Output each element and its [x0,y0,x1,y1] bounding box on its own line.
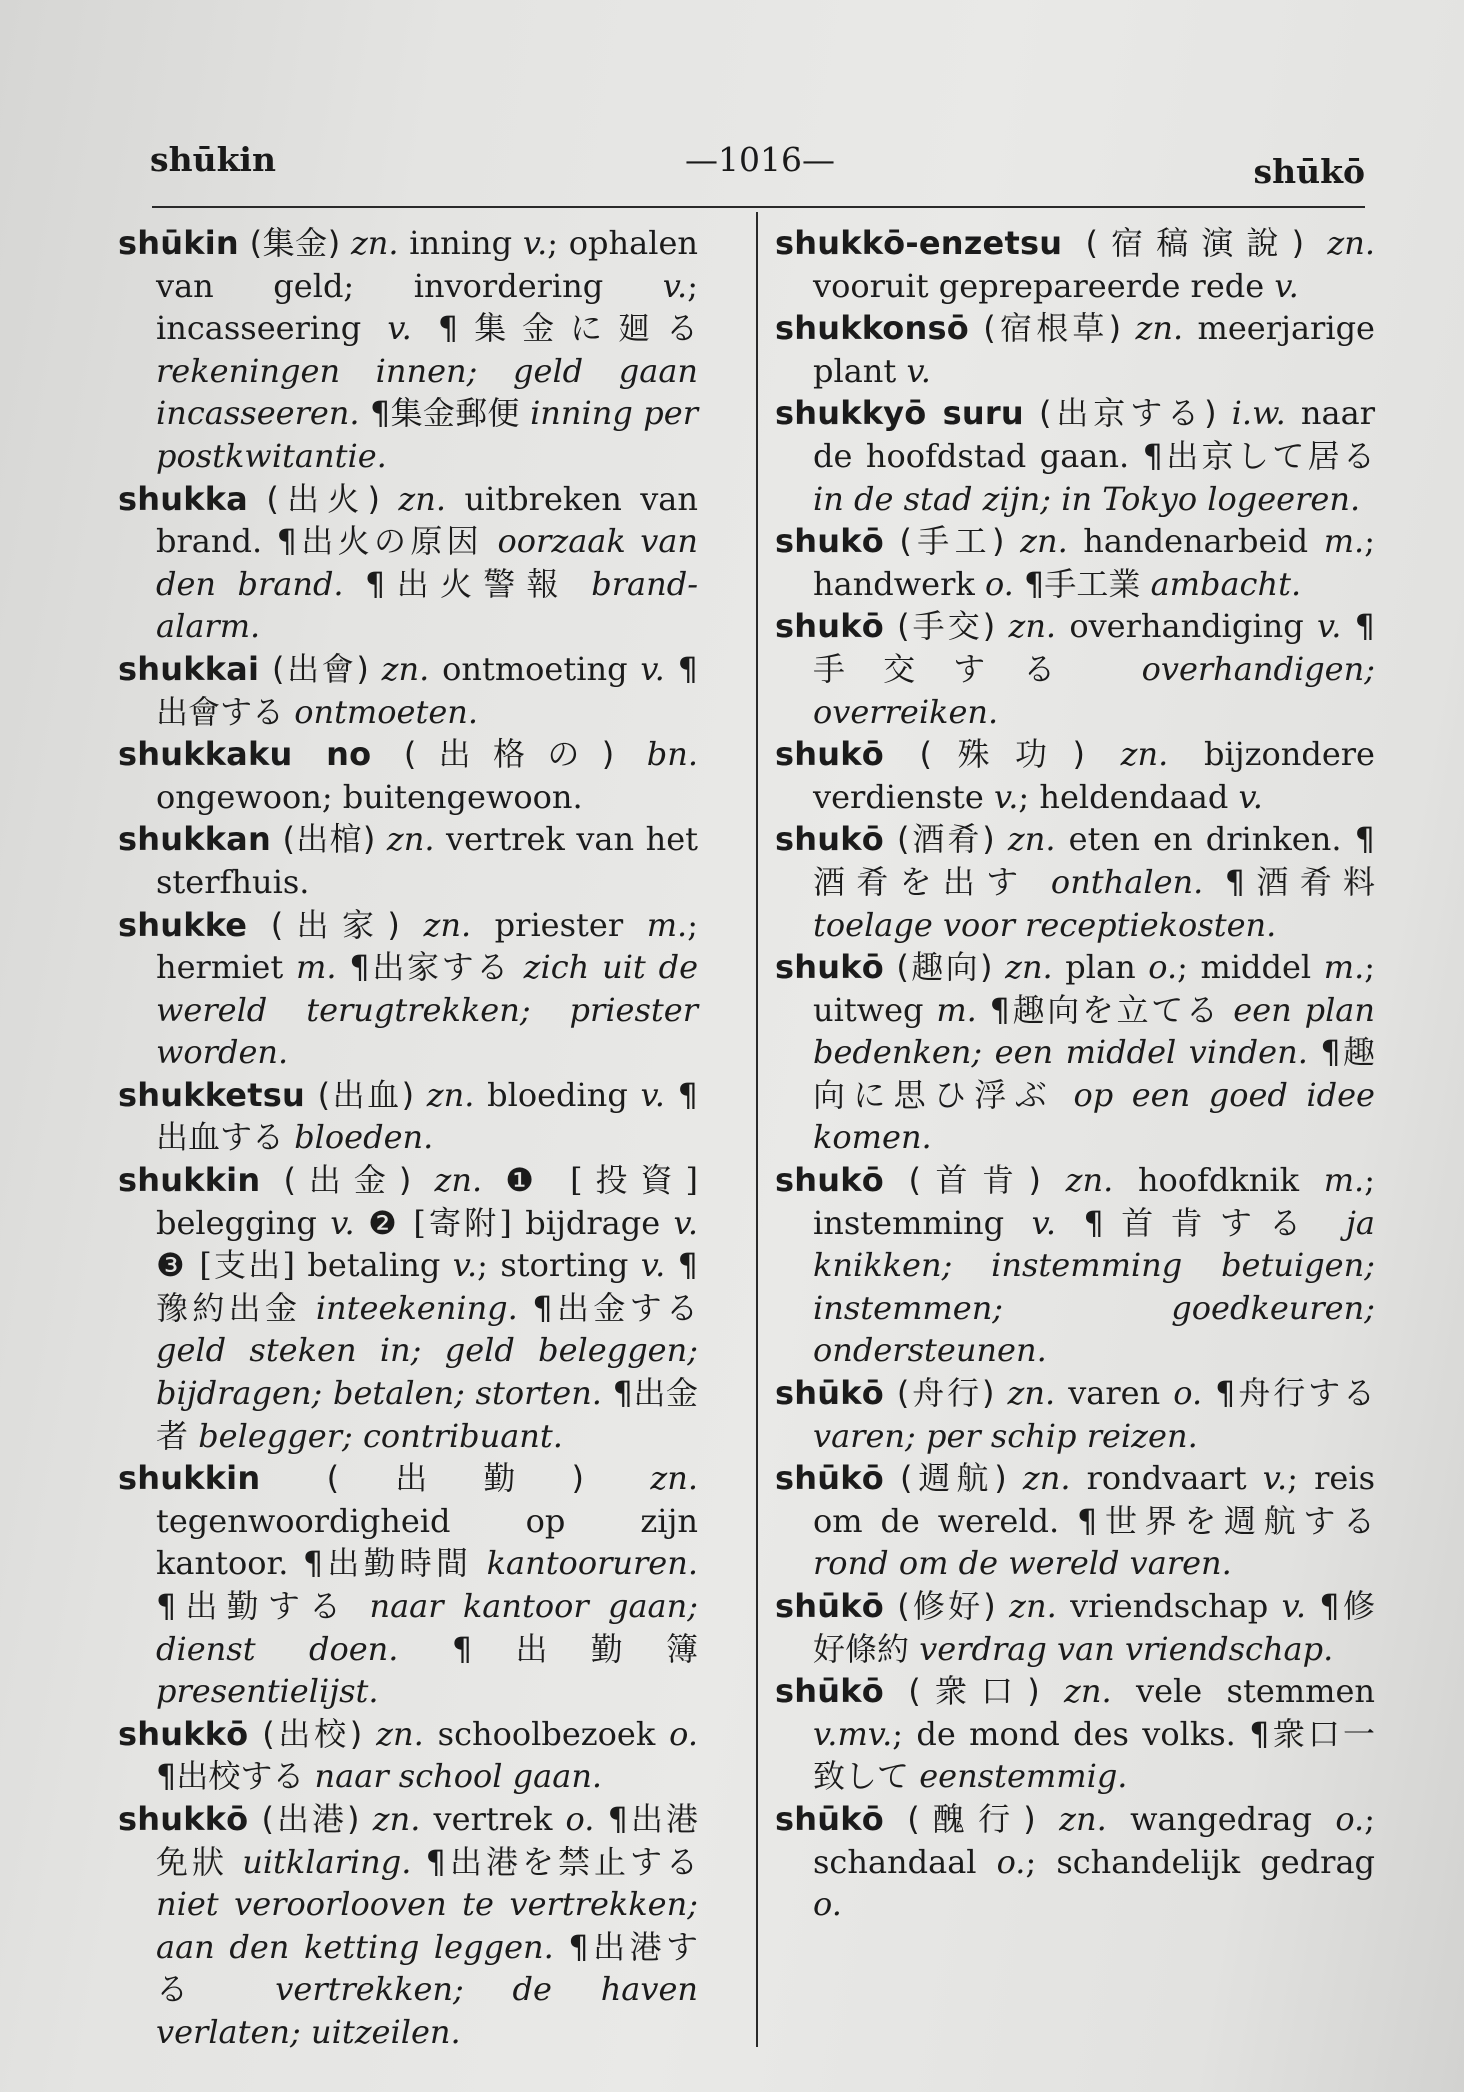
grammar-label: zn. [434,1161,483,1200]
headword: shukkyō suru [775,394,1024,433]
grammar-label: zn. [1022,1459,1071,1498]
example-text: varen; per schip reizen. [813,1416,1198,1455]
example-text: ambacht. [1150,564,1302,603]
headword: shukkonsō [775,309,969,348]
definition-text: overhandiging [1056,607,1317,646]
kanji-text: (趣向) [883,948,1006,987]
definition-text: ; hermiet [156,905,698,987]
headword: shukō [775,1161,884,1200]
grammar-label: zn. [423,905,472,944]
example-text: een plan bedenken; een middel vinden. [813,990,1375,1072]
definition-text: ; reis om de wereld. [813,1459,1375,1540]
kanji-text: ¶衆口一致して [813,1714,1375,1796]
dictionary-entry [118,818,698,903]
kanji-text: (手交) [883,607,1009,646]
grammar-label: v. [993,777,1019,816]
grammar-label: zn. [1005,948,1053,987]
grammar-label: zn. [650,1459,698,1498]
example-text: rekeningen innen; geld gaan incasseeren. [156,351,698,433]
definition-text: ❷ [寄附] bijdrage [354,1203,674,1242]
kanji-text: (出家) [247,905,424,944]
example-text: geld steken in; geld beleggen; bijdragen; betalen; storten. [156,1331,698,1413]
headword: shukkin [118,1161,261,1200]
grammar-label: zn. [1059,1799,1107,1838]
grammar-label: o. [565,1799,595,1838]
kanji-text: ¶豫約出金 [156,1246,698,1327]
kanji-text: ¶出京して居る [1142,436,1375,475]
example-text: in de stad zijn; in Tokyo logeeren. [813,479,1361,518]
example-text: kantooruren. [486,1544,698,1583]
grammar-label: m. [296,948,337,987]
grammar-label: o. [1335,1799,1365,1838]
grammar-label: zn. [372,1799,421,1838]
running-head [150,138,1365,191]
dictionary-entry [775,605,1375,733]
grammar-label: zn. [1327,224,1375,262]
definition-text: ; schandaal [813,1799,1375,1881]
kanji-text: ¶出會する [156,649,698,731]
kanji-text: ¶出勤時間 [302,1544,487,1583]
headword: shūkin [118,224,239,262]
definition-text: vertrek [420,1799,566,1838]
example-text: overhandigen; overreiken. [813,649,1375,731]
headword: shukō [775,948,884,987]
grammar-label: zn. [426,1075,475,1114]
left-column [118,222,698,2054]
dictionary-entry [775,1585,1375,1670]
grammar-label: v. [452,1246,478,1285]
kanji-text: ¶出火警報 [343,564,592,603]
grammar-label: v. [1316,607,1342,646]
kanji-text: (殊功) [883,735,1121,774]
grammar-label: v. [906,351,931,390]
definition-text: ongewoon; buitengewoon. [156,777,583,816]
kanji-text: ¶集金郵便 [359,394,531,433]
dictionary-entry [118,733,698,818]
grammar-label: i.w. [1231,394,1286,433]
dictionary-entry [775,1798,1375,1926]
dictionary-entry [118,1074,698,1159]
headword: shūkō [775,1672,884,1711]
grammar-label: zn. [1008,607,1057,646]
headword: shukketsu [118,1075,305,1114]
headword: shukō [775,607,884,646]
kanji-text: ¶酒肴を出す [813,820,1375,901]
kanji-text: ¶出港する [156,1927,698,2009]
kanji-text: (宿稿演說) [1062,224,1328,262]
headword: shukkō [118,1799,249,1838]
kanji-text: ¶出火の原因 [276,522,498,561]
kanji-text: ¶集金に廻る [411,309,698,348]
kanji-text: (出棺) [270,820,387,859]
grammar-label: m. [646,905,688,944]
example-text: naar kantoor gaan; dienst doen. [156,1587,698,1668]
kanji-text: (出京する) [1023,394,1232,433]
kanji-text: (酒肴) [883,820,1008,859]
dictionary-entry [775,222,1375,307]
headword: shukkan [118,820,271,859]
example-text: presentielijst. [156,1672,379,1711]
kanji-text: ¶手工業 [1013,564,1151,603]
definition-text: meerjarige plant [813,309,1375,390]
dictionary-entry [775,1372,1375,1457]
dictionary-entry [118,1457,698,1713]
grammar-label: v. [662,266,688,305]
grammar-label: v. [330,1203,355,1242]
definition-text: vele stemmen [1111,1672,1375,1711]
dictionary-entry [775,733,1375,818]
dictionary-entry [775,1457,1375,1585]
grammar-label: o. [1148,948,1178,987]
header-right-guideword: shūkō [1253,152,1365,191]
kanji-text: ¶出金する [517,1288,698,1327]
grammar-label: o. [669,1714,698,1753]
column-divider [756,212,758,2047]
dictionary-entry [118,478,698,648]
definition-text: ; incasseering [156,266,698,348]
kanji-text: ¶趣向を立てる [976,990,1234,1029]
kanji-text: (宿根草) [968,309,1136,348]
kanji-text: (出血) [304,1075,427,1114]
grammar-label: v. [640,1246,666,1285]
kanji-text: (出會) [259,649,382,688]
grammar-label: zn. [1020,522,1068,561]
grammar-label: m. [1323,522,1365,561]
grammar-label: v. [640,1075,665,1114]
grammar-label: o. [813,1885,842,1924]
example-text: verdrag van vriendschap. [919,1629,1334,1668]
definition-text: ; heldendaad [1018,777,1239,816]
grammar-label: v. [1274,266,1299,305]
headword: shūkō [775,1374,884,1413]
dictionary-entry [118,648,698,733]
headword: shukō [775,522,884,561]
example-text: niet veroorlooven te vertrekken; aan den ketting leggen. [156,1885,698,1966]
grammar-label: o. [984,564,1014,603]
dictionary-entry [775,1670,1375,1798]
example-text: naar school gaan. [314,1757,603,1796]
grammar-label: zn. [1120,735,1169,774]
example-text: rond om de wereld varen. [813,1544,1232,1583]
kanji-text: (出金) [260,1161,435,1200]
kanji-text: ¶趣向に思ひ浮ぶ [813,1033,1375,1114]
example-text: vertrekken; de haven verlaten; uitzeilen. [156,1970,698,2051]
definition-text: ; uitweg [813,948,1376,1029]
definition-text: priester [471,905,647,944]
kanji-text: (出港) [248,1799,373,1838]
example-text: eenstemmig. [919,1757,1128,1796]
grammar-label: v. [673,1203,698,1242]
kanji-text: ¶首肯する [1056,1203,1346,1242]
definition-text: naar de hoofdstad gaan. [813,394,1375,475]
example-text: uitklaring. [242,1842,412,1881]
grammar-label: v. [640,649,665,688]
definition-text: handenarbeid [1067,522,1324,561]
right-column [775,222,1375,1926]
grammar-label: v.mv. [813,1714,893,1753]
headword: shukkin [118,1459,261,1498]
grammar-label: o. [1173,1374,1203,1413]
grammar-label: m. [1323,1161,1365,1200]
dictionary-entry [118,222,698,478]
kanji-text: ¶舟行する [1202,1374,1375,1413]
kanji-text: ¶出家する [336,948,524,987]
definition-text: hoofdknik [1113,1161,1324,1200]
grammar-label: zn. [1065,1161,1114,1200]
kanji-text: (出勤) [260,1459,651,1498]
kanji-text: (出火) [247,479,399,518]
headword: shūkō [775,1799,884,1838]
dictionary-entry [775,946,1375,1159]
grammar-label: zn. [1064,1672,1112,1711]
kanji-text: ¶出勤する [156,1587,370,1625]
grammar-label: zn. [376,1714,424,1753]
grammar-label: zn. [350,224,399,262]
grammar-label: v. [387,309,412,348]
dictionary-entry [118,1159,698,1457]
kanji-text: ¶出港免狀 [156,1799,698,1881]
kanji-text: (出校) [248,1714,377,1753]
definition-text: plan [1052,948,1149,987]
headword: shukka [118,479,248,518]
dictionary-entry [775,520,1375,605]
kanji-text: ¶修好條約 [813,1587,1375,1668]
definition-text: uitbreken van brand. [156,479,698,561]
headword: shukō [775,820,884,859]
dictionary-entry [775,818,1375,946]
grammar-label: m. [936,990,977,1029]
definition-text: ; storting [477,1246,641,1285]
example-text: inning per postkwitantie. [156,394,698,475]
kanji-text: ¶世界を週航する [1077,1501,1375,1540]
example-text: belegger; contribuant. [198,1416,563,1455]
dictionary-entry [775,392,1375,520]
kanji-text: (出格の) [371,735,647,774]
definition-text: eten en drinken. [1055,820,1355,859]
kanji-text: (衆口) [883,1672,1065,1711]
definition-text: ❸ [支出] betaling [156,1246,453,1285]
page-number: —1016— [685,140,835,179]
header-left-guideword: shūkin [150,140,276,179]
definition-text: wangedrag [1106,1799,1336,1838]
definition-text: vriendschap [1056,1587,1282,1625]
definition-text: ; instemming [813,1161,1375,1242]
example-text: ja knikken; instemming betuigen; instemmen; goedkeuren; ondersteunen. [813,1203,1375,1370]
definition-text: vooruit geprepareerde rede [813,266,1275,305]
definition-text: bijzondere verdienste [813,735,1375,816]
kanji-text: ¶出金者 [156,1374,698,1455]
headword: shūkō [775,1587,884,1625]
example-text: brand-alarm. [156,564,698,646]
dictionary-entry [775,1159,1375,1372]
grammar-label: zn. [1007,1374,1056,1413]
definition-text: ; schandelijk gedrag [1025,1842,1376,1881]
grammar-label: zn. [1135,309,1184,348]
kanji-text: (集金) [238,224,351,262]
kanji-text: (醜行) [883,1799,1060,1838]
example-text: onthalen. [1050,862,1204,901]
definition-text: schoolbezoek [423,1714,670,1753]
definition-text: vertrek van het sterfhuis. [156,820,698,901]
grammar-label: zn. [381,649,430,688]
definition-text: ❶ [投資] belegging [156,1161,698,1242]
kanji-text: (首肯) [883,1161,1066,1200]
kanji-text: ¶出血する [156,1075,699,1157]
example-text: ontmoeten. [294,692,479,731]
example-text: op een goed idee komen. [813,1075,1375,1157]
definition-text: inning [398,224,523,262]
kanji-text: ¶出港を禁止する [411,1842,698,1881]
example-text: bloeden. [294,1118,434,1157]
definition-text: rondvaart [1070,1459,1263,1498]
grammar-label: v. [1281,1587,1307,1625]
definition-text: ontmoeting [429,649,641,688]
kanji-text: ¶出勤簿 [398,1629,698,1668]
kanji-text: ¶出校する [156,1757,315,1796]
dictionary-entry [118,1798,698,2054]
headword: shukkō-enzetsu [775,224,1063,262]
headword: shukke [118,905,248,944]
headword: shukō [775,735,884,774]
grammar-label: zn. [398,479,447,518]
grammar-label: zn. [1009,1587,1057,1625]
kanji-text: ¶酒肴料 [1203,862,1375,901]
example-text: inteekening. [315,1288,518,1327]
kanji-text: (週航) [883,1459,1023,1498]
headword: shukkaku no [118,735,372,774]
definition-text: tegenwoordigheid op zijn kantoor. [156,1501,698,1583]
definition-text: varen [1055,1374,1174,1413]
definition-text: ; middel [1177,948,1324,987]
dictionary-entry [775,307,1375,392]
definition-text: ; de mond des volks. [892,1714,1250,1753]
grammar-label: v. [1031,1203,1057,1242]
example-text: toelage voor receptiekosten. [813,905,1277,944]
grammar-label: v. [522,224,548,262]
grammar-label: m. [1323,948,1365,987]
dictionary-entry [118,1713,698,1798]
definition-text: bloeding [474,1075,641,1114]
grammar-label: v. [1238,777,1263,816]
grammar-label: v. [1262,1459,1288,1498]
grammar-label: o. [996,1842,1026,1881]
grammar-label: bn. [646,735,698,774]
kanji-text: (修好) [883,1587,1010,1625]
example-text: zich uit de wereld terugtrekken; priester worden. [156,948,699,1072]
header-rule [152,206,1365,208]
grammar-label: zn. [1007,820,1056,859]
kanji-text: (舟行) [883,1374,1008,1413]
definition-text: ; handwerk [813,522,1375,603]
headword: shukkō [118,1714,249,1753]
dictionary-entry [118,904,698,1074]
grammar-label: zn. [386,820,435,859]
definition-text: ; ophalen van geld; invordering [156,224,698,305]
kanji-text: ¶手交する [813,607,1375,688]
kanji-text: (手工) [883,522,1021,561]
headword: shūkō [775,1459,884,1498]
example-text: oorzaak van den brand. [156,522,699,603]
headword: shukkai [118,649,260,688]
